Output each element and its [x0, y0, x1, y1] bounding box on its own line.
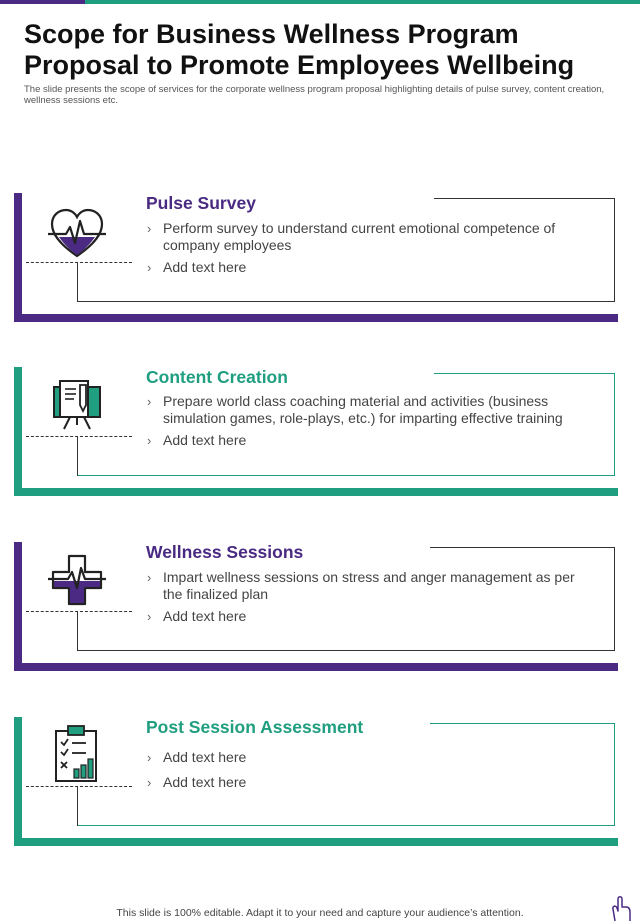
- chevron-right-icon: ›: [147, 570, 152, 585]
- frame-top-line: [434, 373, 615, 374]
- chevron-right-icon: ›: [147, 394, 152, 409]
- frame-top-line: [434, 198, 615, 199]
- section-bottom-bar: [14, 488, 618, 496]
- section-bottom-bar: [14, 838, 618, 846]
- section-wellness-sessions: [14, 542, 618, 671]
- frame-right-line: [614, 723, 615, 826]
- bullet-list: [146, 749, 586, 796]
- list-item: › Add text here: [147, 608, 247, 624]
- title-line-1: Scope for Business Wellness Program: [24, 19, 519, 49]
- list-item: › Prepare world class coaching material and activities (business simulation games, role-plays, etc.) for imparting effective training: [147, 393, 563, 426]
- frame-right-line: [614, 547, 615, 651]
- section-heading: Wellness Sessions: [146, 542, 304, 562]
- section-pulse-survey: [14, 193, 618, 322]
- frame-right-line: [614, 373, 615, 476]
- bullet-list: [146, 569, 586, 630]
- footer-note: This slide is 100% editable. Adapt it to your need and capture your audience’s attention.: [116, 907, 524, 919]
- chevron-right-icon: ›: [147, 260, 152, 275]
- chevron-right-icon: ›: [147, 750, 152, 765]
- section-bottom-bar: [14, 314, 618, 322]
- page-title: [24, 19, 624, 81]
- heart-pulse-icon: [46, 203, 108, 265]
- frame-bottom-line: [77, 825, 615, 826]
- frame-top-line: [430, 723, 615, 724]
- list-item: › Impart wellness sessions on stress and anger management as per the finalized plan: [147, 569, 575, 602]
- frame-bottom-line: [77, 301, 615, 302]
- section-heading: Post Session Assessment: [146, 717, 364, 737]
- page-subtitle: The slide presents the scope of services for the corporate wellness program proposal highlighting details of pulse survey, content creation, wellness sessions etc.: [24, 84, 605, 106]
- bullet-list: [146, 393, 586, 454]
- medical-cross-pulse-icon: [46, 548, 108, 610]
- list-item: › Perform survey to understand current emotional competence of company employees: [147, 220, 556, 253]
- clipboard-chart-icon: [46, 721, 108, 783]
- section-left-bar: [14, 717, 22, 846]
- dashed-divider: [26, 436, 132, 437]
- connector-line: [77, 787, 78, 826]
- frame-bottom-line: [77, 650, 615, 651]
- section-heading: Content Creation: [146, 367, 288, 387]
- list-item: › Add text here: [147, 259, 247, 275]
- section-bottom-bar: [14, 663, 618, 671]
- frame-bottom-line: [77, 475, 615, 476]
- chevron-right-icon: ›: [147, 433, 152, 448]
- presentation-board-icon: [46, 371, 108, 433]
- list-item: › Add text here: [147, 774, 247, 790]
- section-content-creation: [14, 367, 618, 496]
- dashed-divider: [26, 786, 132, 787]
- connector-line: [77, 263, 78, 302]
- section-left-bar: [14, 367, 22, 496]
- chevron-right-icon: ›: [147, 609, 152, 624]
- top-accent-bar: [0, 0, 640, 4]
- section-left-bar: [14, 193, 22, 322]
- bullet-list: [146, 220, 586, 281]
- section-left-bar: [14, 542, 22, 671]
- dashed-divider: [26, 611, 132, 612]
- hand-touch-icon: [607, 893, 635, 923]
- chevron-right-icon: ›: [147, 221, 152, 236]
- connector-line: [77, 612, 78, 651]
- connector-line: [77, 437, 78, 476]
- title-line-2: Proposal to Promote Employees Wellbeing: [24, 50, 575, 80]
- section-post-session-assessment: [14, 717, 618, 846]
- chevron-right-icon: ›: [147, 775, 152, 790]
- frame-top-line: [430, 547, 615, 548]
- frame-right-line: [614, 198, 615, 302]
- section-heading: Pulse Survey: [146, 193, 256, 213]
- list-item: › Add text here: [147, 749, 247, 765]
- top-accent-bar-purple: [0, 0, 85, 4]
- list-item: › Add text here: [147, 432, 247, 448]
